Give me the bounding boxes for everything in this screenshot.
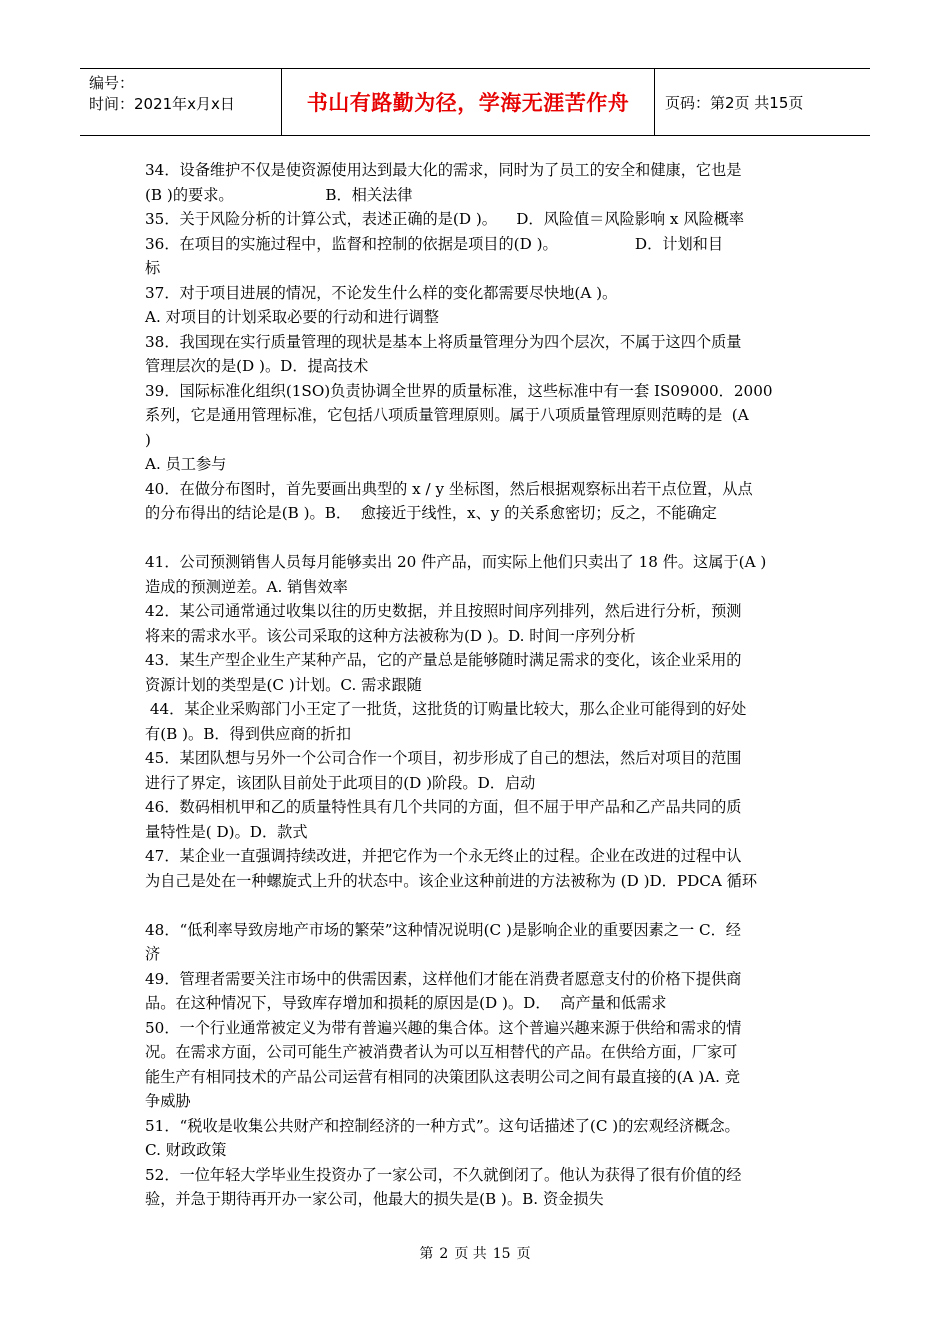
text-line: 42．某公司通常通过收集以往的历史数据，并且按照时间序列排列，然后进行分析，预测 — [145, 602, 742, 620]
text-line: 况。在需求方面，公司可能生产被消费者认为可以互相替代的产品。在供给方面，厂家可 — [145, 1043, 738, 1061]
text-line: 44．某企业采购部门小王定了一批货，这批货的订购量比较大，那么企业可能得到的好处 — [145, 700, 747, 718]
page-header — [80, 68, 870, 136]
text-line: 的分布得出的结论是(B )。B． 愈接近于线性，x、y 的关系愈密切；反之，不能确定 — [145, 504, 717, 522]
header-page-info: 页码：第2页 共15页 — [665, 93, 804, 112]
text-line: 能生产有相同技术的产品公司运营有相同的决策团队这表明公司之间有最直接的(A )A. 竞 — [145, 1067, 741, 1086]
header-motto: 书山有路勤为径，学海无涯苦作舟 — [282, 69, 655, 135]
footer-page-number: 2 — [439, 1246, 449, 1262]
text-line: (B )的要求。 B．相关法律 — [145, 185, 413, 204]
footer-total-pages: 15 — [492, 1246, 511, 1262]
text-line: A. 对项目的计划采取必要的行动和进行调整 — [145, 308, 439, 326]
text-line: 43．某生产型企业生产某种产品，它的产量总是能够随时满足需求的变化，该企业采用的 — [145, 651, 742, 669]
text-line: 系列，它是通用管理标准，它包括八项质量管理原则。属于八项质量管理原则范畴的是 (A — [145, 406, 749, 424]
footer-middle: 页 共 — [454, 1246, 487, 1262]
text-line: 造成的预测逆差。A. 销售效率 — [145, 577, 348, 596]
header-meta — [80, 69, 282, 135]
text-line: 37．对于项目进展的情况，不论发生什么样的变化都需要尽快地(A )。 — [145, 283, 618, 302]
text-line: ) — [145, 430, 151, 449]
text-line: 34．设备维护不仅是使资源使用达到最大化的需求，同时为了员工的安全和健康，它也是 — [145, 161, 742, 179]
text-line: 38．我国现在实行质量管理的现状是基本上将质量管理分为四个层次，不属于这四个质量 — [145, 332, 742, 351]
text-line: 48．“低利率导致房地产市场的繁荣”这种情况说明(C )是影响企业的重要因素之一 C．经 — [145, 920, 741, 939]
text-line: 46．数码相机甲和乙的质量特性具有几个共同的方面，但不屈于甲产品和乙产品共同的质 — [145, 798, 742, 816]
text-line: 标 — [145, 259, 161, 277]
page-footer — [0, 1243, 950, 1263]
text-line: 资源计划的类型是(C )计划。C. 需求跟随 — [145, 675, 422, 694]
text-line: 51．“税收是收集公共财产和控制经济的一种方式”。这句话描述了(C )的宏观经济概念。 — [145, 1116, 740, 1135]
document-body — [145, 158, 809, 1212]
blank-line — [145, 526, 809, 551]
footer-suffix: 页 — [516, 1246, 531, 1262]
text-line: A. 员工参与 — [145, 455, 227, 473]
text-line: 进行了界定，该团队目前处于此项目的(D )阶段。D．启动 — [145, 773, 536, 792]
text-line: 50．一个行业通常被定义为带有普遍兴趣的集合体。这个普遍兴趣来源于供给和需求的情 — [145, 1018, 742, 1037]
text-line: 争威胁 — [145, 1092, 191, 1110]
blank-line — [145, 893, 809, 918]
text-line: 49．管理者需要关注市场中的供需因素，这样他们才能在消费者愿意支付的价格下提供商 — [145, 969, 742, 988]
text-line: 量特性是( D)。D．款式 — [145, 822, 308, 841]
text-line: 品。在这种情况下，导致库存增加和损耗的原因是(D )。D． 高产量和低需求 — [145, 994, 667, 1012]
text-line: 验，并急于期待再开办一家公司，他最大的损失是(B )。B. 资金损失 — [145, 1190, 604, 1208]
text-line: 52．一位年轻大学毕业生投资办了一家公司，不久就倒闭了。他认为获得了很有价值的经 — [145, 1165, 742, 1184]
text-line: C. 财政政策 — [145, 1141, 227, 1159]
document-time-label: 时间：2021年x月x日 — [89, 95, 235, 113]
document-number-label: 编号： — [89, 74, 135, 92]
text-line: 35．关于风险分析的计算公式，表述正确的是(D )。 D．风险值＝风险影响 x 风险概率 — [145, 210, 745, 228]
text-line: 管理层次的是(D )。D．提高技术 — [145, 357, 369, 375]
text-line: 47．某企业一直强调持续改进，并把它作为一个永无终止的过程。企业在改进的过程中认 — [145, 847, 742, 865]
text-line: 40．在做分布图时，首先要画出典型的 x / y 坐标图，然后根据观察标出若干点位置，从点 — [145, 479, 753, 498]
text-line: 济 — [145, 945, 161, 963]
text-line: 为自己是处在一种螺旋式上升的状态中。该企业这种前进的方法被称为 (D )D．PDCA 循环 — [145, 871, 758, 890]
text-line: 将来的需求水平。该公司采取的这种方法被称为(D )。D. 时间一序列分析 — [145, 626, 636, 645]
footer-prefix: 第 — [419, 1246, 434, 1262]
text-line: 36．在项目的实施过程中，监督和控制的依据是项目的(D )。 D．计划和目 — [145, 234, 724, 253]
text-line: 41．公司预测销售人员每月能够卖出 20 件产品，而实际上他们只卖出了 18 件。这属于(A ) — [145, 553, 767, 571]
text-line: 有(B )。B．得到供应商的折扣 — [145, 724, 352, 743]
text-line: 39．国际标准化组织(1SO)负责协调全世界的质量标准，这些标准中有一套 IS09000．2000 — [145, 381, 773, 400]
text-line: 45．某团队想与另外一个公司合作一个项目，初步形成了自己的想法，然后对项目的范围 — [145, 749, 742, 767]
